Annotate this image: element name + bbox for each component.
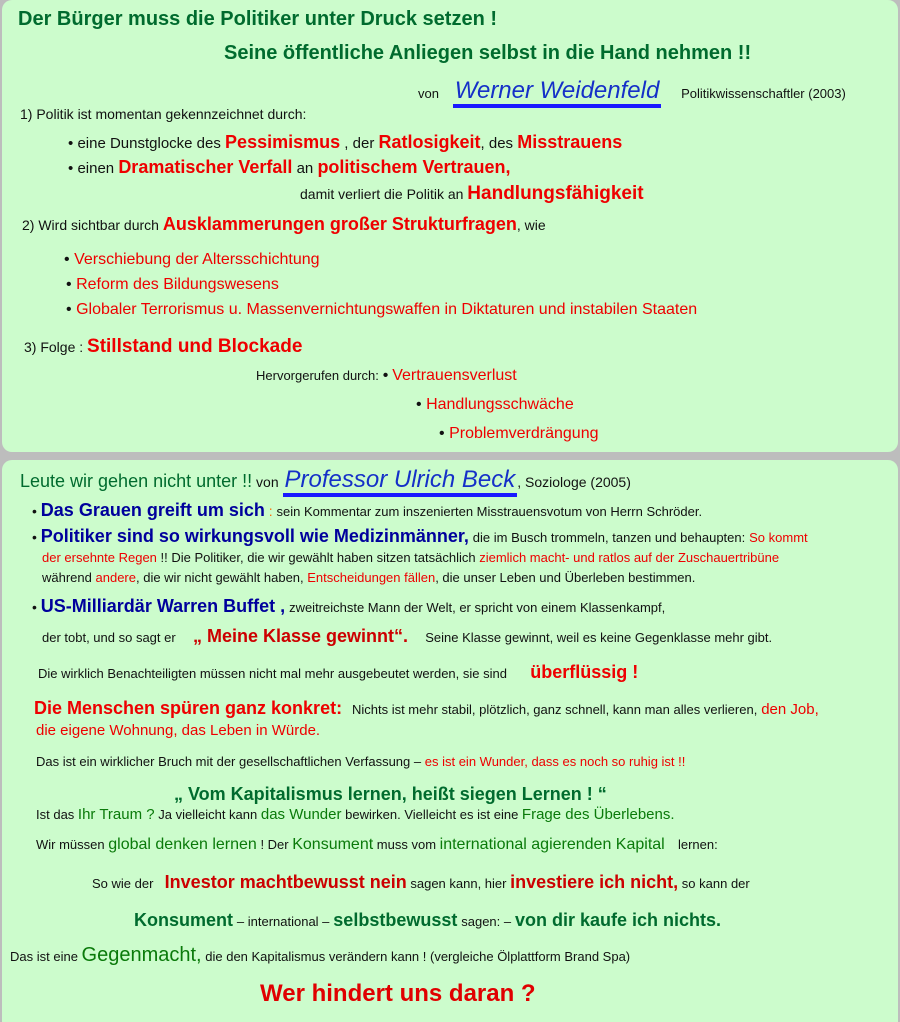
emph: Stillstand und Blockade: [87, 336, 303, 357]
emph: US-Milliardär Warren Buffet ,: [40, 596, 286, 616]
von-label: von: [256, 474, 279, 490]
red-text: So kommt: [749, 530, 808, 545]
red-text: Entscheidungen fällen: [307, 570, 436, 585]
text: der tobt, und so sagt er: [42, 630, 176, 645]
section-1-bullet-1: [68, 132, 622, 153]
text: 3) Folge :: [24, 339, 84, 355]
text: Ist das: [36, 807, 75, 822]
green-text: Frage des Überlebens.: [521, 806, 675, 823]
green-text: international agierenden Kapital: [439, 836, 665, 853]
emph: Das Grauen greift um sich: [40, 500, 265, 520]
beck-bullet-3-line-2: [42, 626, 772, 647]
text: damit verliert die Politik an: [300, 186, 464, 202]
text: – international –: [236, 914, 330, 929]
menschen-line-2: die eigene Wohnung, das Leben in Würde.: [36, 722, 321, 739]
text: sagen kann, hier: [410, 876, 507, 891]
bruch-line: [36, 754, 685, 769]
red-text: Zuschauertribüne: [677, 550, 780, 565]
gegenmacht-line: [10, 944, 630, 967]
bullet: •: [68, 135, 74, 152]
author-link-weidenfeld[interactable]: Werner Weidenfeld: [453, 77, 662, 108]
beck-bullet-2-line-3: [42, 570, 695, 585]
item-text: Vertrauensverlust: [392, 367, 517, 384]
emph: überflüssig !: [530, 662, 639, 682]
von-label: von: [418, 86, 439, 101]
emph: Pessimismus: [225, 132, 341, 152]
red-text: ziemlich macht- und ratlos auf der: [479, 550, 675, 565]
section-2-item-3: • Globaler Terrorismus u. Massenvernichtungswaffen in Diktaturen und instabilen Staaten: [66, 301, 698, 318]
beck-heading: [20, 466, 631, 494]
text: Das ist eine: [10, 949, 78, 964]
text: Ja vielleicht kann: [158, 807, 258, 822]
item-text: Handlungsschwäche: [426, 396, 574, 413]
text: Hervorgerufen durch:: [256, 368, 379, 383]
emph: Handlungsfähigkeit: [467, 183, 644, 204]
text: So wie der: [92, 876, 154, 891]
beck-bullet-3-line-3: [38, 662, 638, 683]
text: Seine Klasse gewinnt, weil es keine Gegenklasse mehr gibt.: [425, 630, 773, 645]
text: an: [296, 160, 314, 177]
bottom-panel: [2, 460, 898, 1022]
section-1-bullet-2: [68, 157, 511, 178]
green-text: Konsument: [292, 836, 374, 853]
section-1-heading: [20, 106, 306, 122]
emph: Ratlosigkeit: [378, 132, 481, 152]
green-text: das Wunder: [260, 806, 342, 823]
title-line-2: Seine öffentliche Anliegen selbst in die Hand nehmen !!: [224, 42, 752, 64]
text: zweitreichste Mann der Welt, er spricht von einem Klassenkampf,: [289, 600, 666, 615]
text: einen: [77, 160, 115, 177]
emph: Politiker sind so wirkungsvoll wie Medizinmänner,: [40, 526, 469, 546]
emph: investiere ich nicht,: [510, 872, 679, 892]
author-link-beck[interactable]: Professor Ulrich Beck: [283, 466, 518, 497]
text: Wir müssen: [36, 837, 105, 852]
section-2-item-1: • Verschiebung der Altersschichtung: [64, 251, 320, 268]
section-3-item-3: • Problemverdrängung: [439, 425, 599, 442]
bullet: •: [68, 160, 74, 177]
emph: Investor machtbewusst nein: [164, 872, 407, 892]
section-2-heading: [22, 214, 546, 235]
emph: selbstbewusst: [333, 910, 458, 930]
text: lernen:: [677, 837, 718, 852]
author-role: Politikwissenschaftler (2003): [681, 86, 846, 101]
closing-question: Wer hindert uns daran ?: [260, 980, 536, 1007]
title-line-1: Der Bürger muss die Politiker unter Druck setzen !: [18, 8, 498, 30]
global-line: [36, 836, 718, 854]
text: Leute wir gehen nicht unter !!: [20, 471, 253, 491]
section-3-caused-line: Hervorgerufen durch: • Vertrauensverlust: [256, 367, 517, 384]
section-2-item-2: • Reform des Bildungswesens: [66, 276, 279, 293]
beck-bullet-2-line-2: [42, 550, 779, 565]
item-text: Problemverdrängung: [449, 425, 599, 442]
text: Das ist ein wirklicher Bruch mit der gesellschaftlichen Verfassung –: [36, 754, 422, 769]
emph: Dramatischer Verfall: [118, 157, 293, 177]
text: muss vom: [376, 837, 437, 852]
text: die im Busch trommeln, tanzen und behaupten:: [472, 530, 746, 545]
text: !! Die Politiker, die wir gewählt haben sitzen tatsächlich: [160, 550, 476, 565]
emph: Ausklammerungen großer Strukturfragen: [162, 214, 517, 234]
menschen-line: [34, 698, 819, 719]
text: , der: [344, 135, 375, 152]
text: so kann der: [681, 876, 750, 891]
section-3-item-2: • Handlungsschwäche: [416, 396, 574, 413]
text: Die wirklich Benachteiligten müssen nicht mal mehr ausgebeutet werden, sie sind: [38, 666, 507, 681]
section-1-conclusion: [300, 183, 644, 205]
text: , die unser Leben und Überleben bestimmen.: [435, 570, 696, 585]
item-text: Reform des Bildungswesens: [76, 276, 279, 293]
red-text: der ersehnte Regen: [42, 550, 157, 565]
beck-bullet-1: • Das Grauen greift um sich : sein Kommentar zum inszenierten Misstrauensvotum von Herrn Schröder.: [32, 500, 703, 520]
text: , des: [480, 135, 514, 152]
red-text: andere: [95, 570, 136, 585]
green-text: Gegenmacht,: [81, 944, 202, 966]
text: ! Der: [260, 837, 289, 852]
text: , wie: [516, 217, 546, 233]
text: während: [42, 570, 92, 585]
traum-line: [36, 806, 675, 823]
emph: Konsument: [134, 910, 233, 930]
section-3-heading: [24, 336, 302, 358]
text: , die wir nicht gewählt haben,: [135, 570, 304, 585]
text: sagen: –: [461, 914, 512, 929]
red-text: den Job,: [761, 701, 819, 718]
red-text: es ist ein Wunder, dass es noch so ruhig ist !!: [424, 754, 686, 769]
section-1-text: 1) Politik ist momentan gekennzeichnet durch:: [20, 106, 307, 122]
konsument-line: [134, 910, 721, 931]
author-role: , Soziologe (2005): [517, 474, 631, 490]
text: eine Dunstglocke des: [77, 135, 221, 152]
text: die den Kapitalismus verändern kann ! (vergleiche Ölplattform Brand Spa): [205, 949, 631, 964]
colon: :: [268, 503, 273, 519]
investor-line: [92, 872, 750, 893]
text: 2) Wird sichtbar durch: [22, 217, 159, 233]
beck-bullet-2: • Politiker sind so wirkungsvoll wie Medizinmänner, die im Busch trommeln, tanzen und behaupten: So kommt: [32, 526, 808, 546]
emph: Misstrauens: [517, 132, 623, 152]
green-text: global denken lernen: [108, 836, 257, 853]
kapitalismus-quote: „ Vom Kapitalismus lernen, heißt siegen Lernen ! “: [174, 784, 607, 804]
text: Nichts ist mehr stabil, plötzlich, ganz schnell, kann man alles verlieren,: [351, 702, 758, 717]
emph: von dir kaufe ich nichts.: [515, 910, 722, 930]
text: bewirken. Vielleicht es ist eine: [345, 807, 519, 822]
green-text: Ihr Traum ?: [77, 806, 155, 823]
top-panel: [2, 0, 898, 452]
author-line: [418, 77, 846, 105]
beck-bullet-3: • US-Milliardär Warren Buffet , zweitreichste Mann der Welt, er spricht von einem Klassenkampf,: [32, 596, 666, 616]
emph: politischem Vertrauen,: [317, 157, 511, 177]
item-text: Verschiebung der Altersschichtung: [74, 251, 320, 268]
quote: „ Meine Klasse gewinnt“.: [192, 626, 409, 646]
text: sein Kommentar zum inszenierten Misstrauensvotum von Herrn Schröder.: [276, 504, 703, 519]
emph: Die Menschen spüren ganz konkret:: [34, 698, 343, 718]
item-text: Globaler Terrorismus u. Massenvernichtungswaffen in Diktaturen und instabilen Staaten: [76, 301, 698, 318]
